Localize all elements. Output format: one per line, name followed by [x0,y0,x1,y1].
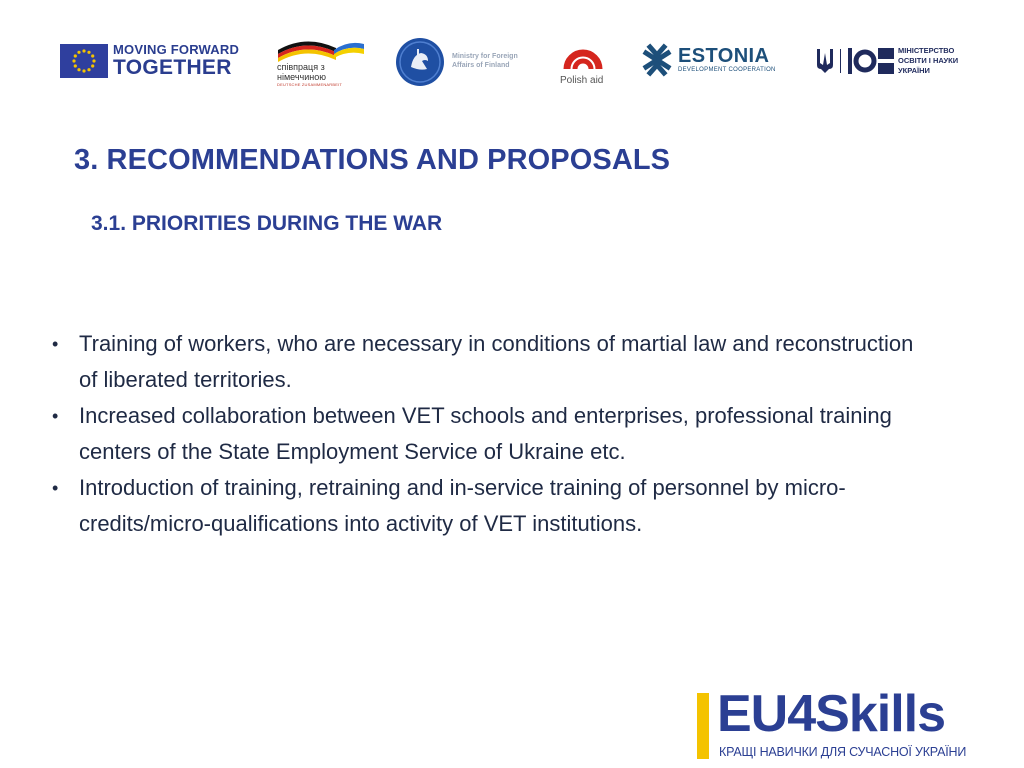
slide-title: 3. RECOMMENDATIONS AND PROPOSALS [74,144,671,176]
eu-logo-line1: MOVING FORWARD [113,42,240,57]
ua-logo-line2: ОСВІТИ І НАУКИ [898,56,959,65]
partner-logos-bar [0,0,1024,110]
ee-logo-name: ESTONIA [678,45,770,67]
flag-ribbon-icon [276,36,366,62]
priorities-list [50,326,930,542]
eu4skills-yellow-bar [697,693,709,759]
estonia-development-logo [640,43,790,79]
german-cooperation-logo [276,36,366,88]
estonia-knot-icon [640,43,674,77]
fi-logo-line1: Ministry for Foreign [452,53,518,60]
list-item: • Increased collaboration between VET schools and enterprises, professional training centers of the State Employment Service of Ukraine etc. [50,398,930,470]
eu-logo-line2: TOGETHER [113,56,232,79]
pl-logo-label: Polish aid [560,75,604,86]
polish-aid-mark-icon [563,37,603,73]
de-logo-line2: німеччиною [277,72,326,82]
ukraine-trident-icon [815,47,835,75]
eu4skills-logo [697,685,977,763]
eu-moving-forward-logo [60,42,245,80]
finland-mfa-logo [395,37,535,87]
ee-logo-sub: DEVELOPMENT COOPERATION [678,67,776,73]
eu-flag-icon [60,44,108,78]
ua-logo-line1: МІНІСТЕРСТВО [898,46,955,55]
ua-logo-divider [840,49,841,73]
de-logo-small: DEUTSCHE ZUSAMMENARBEIT [277,82,343,87]
ua-logo-line3: УКРАЇНИ [898,66,930,75]
ukraine-ministry-logo [815,43,975,79]
list-item: • Training of workers, who are necessary in conditions of martial law and reconstruction of liberated territories. [50,326,930,398]
fi-logo-line2: Affairs of Finland [452,62,510,69]
ua-ministry-mark-icon [848,48,894,74]
eu4skills-tagline: КРАЩІ НАВИЧКИ ДЛЯ СУЧАСНОЇ УКРАЇНИ [719,745,967,759]
finland-lion-emblem-icon [395,37,445,87]
section-subtitle: 3.1. PRIORITIES DURING THE WAR [91,212,443,235]
de-logo-line1: співпраця з [277,62,325,72]
eu4skills-name: EU4Skills [717,685,946,743]
polish-aid-logo [558,37,618,87]
list-item: • Introduction of training, retraining and in-service training of personnel by micro-credits/micro-qualifications into activity of VET institutions. [50,470,930,542]
